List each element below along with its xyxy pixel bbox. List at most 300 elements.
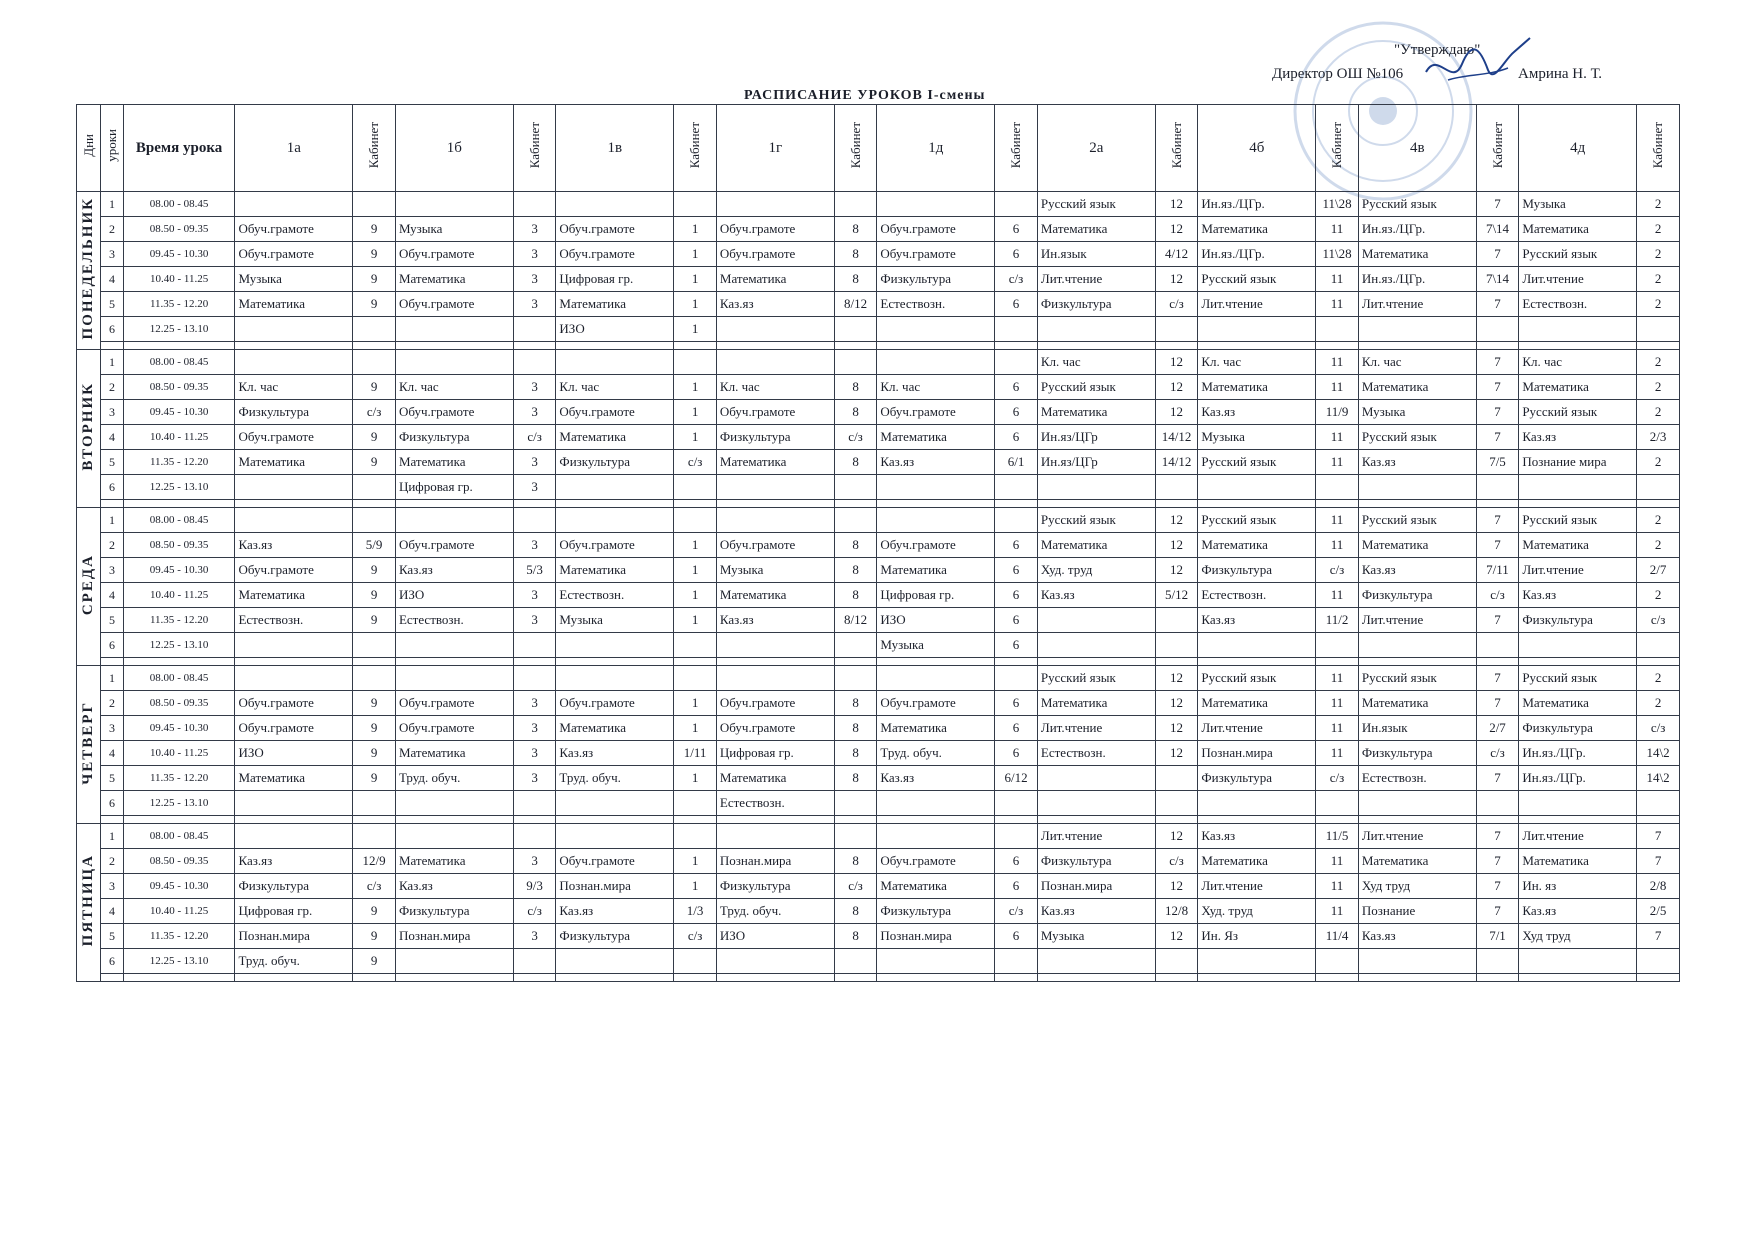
subject-cell: Кл. час bbox=[235, 375, 353, 400]
room-cell: 1 bbox=[674, 766, 717, 791]
room-cell: 12 bbox=[1155, 824, 1198, 849]
room-cell: 8 bbox=[834, 849, 877, 874]
subject-cell bbox=[716, 666, 834, 691]
subject-cell bbox=[395, 633, 513, 658]
subject-cell: Обуч.грамоте bbox=[235, 558, 353, 583]
lesson-time: 12.25 - 13.10 bbox=[123, 475, 235, 500]
room-cell: 11 bbox=[1316, 849, 1359, 874]
subject-cell: Ин.яз./ЦГр. bbox=[1358, 217, 1476, 242]
separator-cell bbox=[716, 500, 834, 508]
room-cell: 12 bbox=[1155, 217, 1198, 242]
room-cell bbox=[1476, 317, 1519, 342]
separator-cell bbox=[395, 500, 513, 508]
lesson-row bbox=[77, 849, 1680, 874]
separator-cell bbox=[1155, 974, 1198, 982]
room-cell: 7 bbox=[1476, 849, 1519, 874]
subject-cell: Физкультура bbox=[395, 899, 513, 924]
room-cell bbox=[513, 949, 556, 974]
room-cell: 9 bbox=[353, 217, 396, 242]
separator-cell bbox=[513, 974, 556, 982]
subject-cell: Математика bbox=[1519, 375, 1637, 400]
room-cell: с/з bbox=[1155, 849, 1198, 874]
lesson-row bbox=[77, 583, 1680, 608]
subject-cell bbox=[1198, 317, 1316, 342]
lesson-row bbox=[77, 292, 1680, 317]
subject-cell bbox=[716, 508, 834, 533]
subject-cell: Обуч.грамоте bbox=[395, 292, 513, 317]
subject-cell: Физкультура bbox=[1198, 558, 1316, 583]
subject-cell: Лит.чтение bbox=[1037, 267, 1155, 292]
lesson-number: 1 bbox=[101, 192, 123, 217]
room-cell bbox=[1637, 949, 1680, 974]
room-cell: 8 bbox=[834, 741, 877, 766]
subject-cell: Лит.чтение bbox=[1198, 716, 1316, 741]
subject-cell: Русский язык bbox=[1519, 400, 1637, 425]
header-class-1d: 1д bbox=[877, 105, 995, 192]
separator-cell bbox=[123, 342, 235, 350]
subject-cell: Каз.яз bbox=[395, 874, 513, 899]
lesson-number: 5 bbox=[101, 924, 123, 949]
subject-cell: Ин.яз./ЦГр. bbox=[1198, 242, 1316, 267]
room-cell: 2 bbox=[1637, 583, 1680, 608]
separator-cell bbox=[834, 974, 877, 982]
subject-cell: Ин.яз./ЦГр. bbox=[1519, 741, 1637, 766]
room-cell: 7 bbox=[1637, 924, 1680, 949]
subject-cell: Цифровая гр. bbox=[395, 475, 513, 500]
subject-cell: Обуч.грамоте bbox=[235, 242, 353, 267]
room-cell: 1 bbox=[674, 849, 717, 874]
room-cell: 9 bbox=[353, 375, 396, 400]
room-cell: 3 bbox=[513, 217, 556, 242]
header-lessons bbox=[101, 105, 123, 192]
header-room bbox=[513, 105, 556, 192]
room-cell bbox=[1316, 633, 1359, 658]
lesson-row bbox=[77, 508, 1680, 533]
separator-cell bbox=[1358, 816, 1476, 824]
room-cell: 7 bbox=[1476, 824, 1519, 849]
subject-cell: Труд. обуч. bbox=[235, 949, 353, 974]
room-cell: 2 bbox=[1637, 400, 1680, 425]
room-cell: 7 bbox=[1476, 242, 1519, 267]
subject-cell bbox=[1519, 949, 1637, 974]
separator-cell bbox=[1198, 816, 1316, 824]
subject-cell: Математика bbox=[716, 450, 834, 475]
room-cell: 9 bbox=[353, 450, 396, 475]
lesson-number: 5 bbox=[101, 766, 123, 791]
subject-cell: Цифровая гр. bbox=[716, 741, 834, 766]
subject-cell: Естествозн. bbox=[1037, 741, 1155, 766]
subject-cell: Обуч.грамоте bbox=[877, 691, 995, 716]
lesson-number: 6 bbox=[101, 317, 123, 342]
lesson-row bbox=[77, 475, 1680, 500]
room-cell: 9 bbox=[353, 949, 396, 974]
room-cell: 2 bbox=[1637, 267, 1680, 292]
subject-cell: Русский язык bbox=[1037, 192, 1155, 217]
lesson-time: 11.35 - 12.20 bbox=[123, 608, 235, 633]
room-cell: 2/7 bbox=[1637, 558, 1680, 583]
separator-cell bbox=[716, 974, 834, 982]
room-cell: 3 bbox=[513, 924, 556, 949]
room-cell: с/з bbox=[834, 425, 877, 450]
header-class-1v: 1в bbox=[556, 105, 674, 192]
separator-cell bbox=[1476, 658, 1519, 666]
room-cell: 8 bbox=[834, 716, 877, 741]
room-cell: 6 bbox=[995, 242, 1038, 267]
subject-cell: Математика bbox=[556, 716, 674, 741]
room-cell: 9 bbox=[353, 608, 396, 633]
subject-cell: Физкультура bbox=[716, 874, 834, 899]
subject-cell: Музыка bbox=[235, 267, 353, 292]
room-cell: 1 bbox=[674, 608, 717, 633]
subject-cell: Русский язык bbox=[1519, 666, 1637, 691]
room-cell bbox=[834, 633, 877, 658]
room-cell: с/з bbox=[513, 425, 556, 450]
subject-cell: Каз.яз bbox=[1037, 583, 1155, 608]
room-cell bbox=[353, 633, 396, 658]
subject-cell bbox=[235, 824, 353, 849]
separator-cell bbox=[123, 816, 235, 824]
subject-cell: Физкультура bbox=[1198, 766, 1316, 791]
subject-cell: Русский язык bbox=[1519, 242, 1637, 267]
subject-cell: Каз.яз bbox=[1198, 824, 1316, 849]
lesson-time: 08.50 - 09.35 bbox=[123, 533, 235, 558]
lesson-number: 4 bbox=[101, 425, 123, 450]
room-cell: 11 bbox=[1316, 292, 1359, 317]
subject-cell: Математика bbox=[235, 766, 353, 791]
subject-cell: Каз.яз bbox=[235, 533, 353, 558]
schedule-body bbox=[77, 192, 1680, 982]
room-cell: 9 bbox=[353, 425, 396, 450]
separator-cell bbox=[235, 500, 353, 508]
separator-cell bbox=[556, 658, 674, 666]
room-cell: 9 bbox=[353, 741, 396, 766]
lesson-number: 6 bbox=[101, 949, 123, 974]
subject-cell: Математика bbox=[235, 292, 353, 317]
room-cell: 11 bbox=[1316, 666, 1359, 691]
subject-cell: Математика bbox=[1519, 691, 1637, 716]
room-cell: 2 bbox=[1637, 508, 1680, 533]
subject-cell: Лит.чтение bbox=[1519, 558, 1637, 583]
subject-cell: Русский язык bbox=[1358, 666, 1476, 691]
room-cell: 11 bbox=[1316, 375, 1359, 400]
room-cell: 1 bbox=[674, 533, 717, 558]
lesson-row bbox=[77, 899, 1680, 924]
subject-cell bbox=[1198, 791, 1316, 816]
subject-cell: Музыка bbox=[1358, 400, 1476, 425]
lesson-time: 09.45 - 10.30 bbox=[123, 400, 235, 425]
lesson-number: 3 bbox=[101, 874, 123, 899]
separator-cell bbox=[353, 974, 396, 982]
lesson-number: 6 bbox=[101, 475, 123, 500]
subject-cell bbox=[556, 508, 674, 533]
separator-cell bbox=[513, 816, 556, 824]
room-cell: 14/12 bbox=[1155, 450, 1198, 475]
subject-cell bbox=[235, 666, 353, 691]
room-cell bbox=[834, 791, 877, 816]
subject-cell bbox=[395, 666, 513, 691]
subject-cell: Кл. час bbox=[1037, 350, 1155, 375]
header-room-label: Кабинет bbox=[1650, 122, 1666, 169]
subject-cell: Математика bbox=[1037, 217, 1155, 242]
room-cell: 6 bbox=[995, 292, 1038, 317]
subject-cell bbox=[877, 192, 995, 217]
room-cell bbox=[513, 508, 556, 533]
separator-cell bbox=[877, 816, 995, 824]
room-cell: 1 bbox=[674, 583, 717, 608]
room-cell bbox=[995, 949, 1038, 974]
room-cell: 6 bbox=[995, 400, 1038, 425]
subject-cell bbox=[556, 633, 674, 658]
subject-cell bbox=[395, 317, 513, 342]
separator-cell bbox=[101, 974, 123, 982]
room-cell bbox=[674, 633, 717, 658]
subject-cell: Кл. час bbox=[1519, 350, 1637, 375]
room-cell: 3 bbox=[513, 608, 556, 633]
room-cell bbox=[834, 317, 877, 342]
room-cell: 2/3 bbox=[1637, 425, 1680, 450]
subject-cell: Труд. обуч. bbox=[877, 741, 995, 766]
lesson-row bbox=[77, 217, 1680, 242]
lesson-number: 6 bbox=[101, 633, 123, 658]
room-cell: 6 bbox=[995, 716, 1038, 741]
room-cell bbox=[674, 949, 717, 974]
subject-cell bbox=[877, 949, 995, 974]
lesson-time: 10.40 - 11.25 bbox=[123, 583, 235, 608]
room-cell: 6/12 bbox=[995, 766, 1038, 791]
room-cell: 8/12 bbox=[834, 608, 877, 633]
day-name bbox=[77, 666, 101, 824]
subject-cell: Лит.чтение bbox=[1037, 716, 1155, 741]
room-cell: 7 bbox=[1476, 508, 1519, 533]
subject-cell: Обуч.грамоте bbox=[235, 217, 353, 242]
room-cell: 9 bbox=[353, 292, 396, 317]
lesson-number: 1 bbox=[101, 350, 123, 375]
subject-cell: Познан.мира bbox=[716, 849, 834, 874]
separator-cell bbox=[995, 816, 1038, 824]
lesson-number: 5 bbox=[101, 450, 123, 475]
room-cell: 8 bbox=[834, 583, 877, 608]
day-separator-row bbox=[77, 342, 1680, 350]
subject-cell: Русский язык bbox=[1519, 508, 1637, 533]
room-cell: 9/3 bbox=[513, 874, 556, 899]
subject-cell: Математика bbox=[1037, 691, 1155, 716]
lesson-number: 3 bbox=[101, 242, 123, 267]
room-cell: 7 bbox=[1476, 766, 1519, 791]
subject-cell: Обуч.грамоте bbox=[716, 533, 834, 558]
subject-cell bbox=[716, 192, 834, 217]
room-cell bbox=[834, 508, 877, 533]
subject-cell: Каз.яз bbox=[556, 741, 674, 766]
separator-cell bbox=[1637, 816, 1680, 824]
room-cell: 7 bbox=[1476, 608, 1519, 633]
room-cell: 11 bbox=[1316, 741, 1359, 766]
header-time: Время урока bbox=[123, 105, 235, 192]
separator-cell bbox=[674, 974, 717, 982]
room-cell bbox=[1637, 475, 1680, 500]
subject-cell: Математика bbox=[1358, 242, 1476, 267]
separator-cell bbox=[1637, 658, 1680, 666]
room-cell: 8 bbox=[834, 924, 877, 949]
separator-cell bbox=[1316, 342, 1359, 350]
subject-cell: ИЗО bbox=[395, 583, 513, 608]
room-cell: 7 bbox=[1476, 425, 1519, 450]
room-cell bbox=[1476, 475, 1519, 500]
lesson-time: 12.25 - 13.10 bbox=[123, 791, 235, 816]
subject-cell: Русский язык bbox=[1198, 508, 1316, 533]
header-room bbox=[1155, 105, 1198, 192]
header-days-label: Дни bbox=[80, 134, 96, 157]
subject-cell: Математика bbox=[395, 741, 513, 766]
lesson-number: 3 bbox=[101, 400, 123, 425]
room-cell: 6 bbox=[995, 583, 1038, 608]
room-cell: 9 bbox=[353, 583, 396, 608]
room-cell: 8 bbox=[834, 766, 877, 791]
subject-cell: Каз.яз bbox=[1198, 400, 1316, 425]
subject-cell: Физкультура bbox=[556, 924, 674, 949]
subject-cell bbox=[877, 350, 995, 375]
room-cell: 9 bbox=[353, 242, 396, 267]
subject-cell: Математика bbox=[1037, 400, 1155, 425]
room-cell: 7 bbox=[1476, 192, 1519, 217]
approval-label: "Утверждаю" bbox=[1394, 42, 1481, 58]
lesson-row bbox=[77, 558, 1680, 583]
separator-cell bbox=[1198, 500, 1316, 508]
room-cell: 2 bbox=[1637, 217, 1680, 242]
separator-cell bbox=[395, 816, 513, 824]
day-separator-row bbox=[77, 816, 1680, 824]
room-cell: с/з bbox=[1476, 583, 1519, 608]
lesson-time: 09.45 - 10.30 bbox=[123, 242, 235, 267]
room-cell: с/з bbox=[995, 267, 1038, 292]
room-cell: 7\14 bbox=[1476, 267, 1519, 292]
subject-cell: Математика bbox=[395, 849, 513, 874]
room-cell bbox=[674, 666, 717, 691]
subject-cell: Математика bbox=[395, 450, 513, 475]
separator-cell bbox=[1358, 658, 1476, 666]
room-cell bbox=[513, 350, 556, 375]
subject-cell bbox=[556, 791, 674, 816]
subject-cell bbox=[1519, 475, 1637, 500]
subject-cell: Музыка bbox=[1198, 425, 1316, 450]
room-cell: 6 bbox=[995, 874, 1038, 899]
header-class-1b: 1б bbox=[395, 105, 513, 192]
room-cell: 14/12 bbox=[1155, 425, 1198, 450]
subject-cell: ИЗО bbox=[716, 924, 834, 949]
room-cell: с/з bbox=[1316, 558, 1359, 583]
separator-cell bbox=[395, 342, 513, 350]
subject-cell: Музыка bbox=[1037, 924, 1155, 949]
room-cell: 6 bbox=[995, 924, 1038, 949]
subject-cell: Обуч.грамоте bbox=[716, 691, 834, 716]
subject-cell: Русский язык bbox=[1198, 666, 1316, 691]
subject-cell bbox=[1519, 317, 1637, 342]
room-cell bbox=[995, 666, 1038, 691]
room-cell bbox=[1476, 633, 1519, 658]
separator-cell bbox=[513, 500, 556, 508]
separator-cell bbox=[1476, 342, 1519, 350]
subject-cell: Каз.яз bbox=[877, 450, 995, 475]
subject-cell: Музыка bbox=[395, 217, 513, 242]
room-cell: 11 bbox=[1316, 217, 1359, 242]
room-cell: 12 bbox=[1155, 508, 1198, 533]
subject-cell: Физкультура bbox=[1037, 292, 1155, 317]
subject-cell: Русский язык bbox=[1358, 508, 1476, 533]
subject-cell: Математика bbox=[1358, 533, 1476, 558]
subject-cell: Естествозн. bbox=[1358, 766, 1476, 791]
separator-cell bbox=[834, 500, 877, 508]
room-cell bbox=[834, 350, 877, 375]
subject-cell: Обуч.грамоте bbox=[395, 242, 513, 267]
room-cell: 7 bbox=[1637, 824, 1680, 849]
lesson-row bbox=[77, 633, 1680, 658]
subject-cell bbox=[556, 666, 674, 691]
lesson-time: 12.25 - 13.10 bbox=[123, 633, 235, 658]
room-cell: 1 bbox=[674, 691, 717, 716]
separator-cell bbox=[101, 658, 123, 666]
separator-cell bbox=[1037, 500, 1155, 508]
subject-cell: Математика bbox=[1198, 533, 1316, 558]
subject-cell: Обуч.грамоте bbox=[395, 400, 513, 425]
room-cell: 5/12 bbox=[1155, 583, 1198, 608]
subject-cell: Русский язык bbox=[1037, 375, 1155, 400]
lesson-row bbox=[77, 375, 1680, 400]
room-cell: 12/9 bbox=[353, 849, 396, 874]
room-cell: 11 bbox=[1316, 450, 1359, 475]
room-cell: с/з bbox=[1637, 716, 1680, 741]
separator-cell bbox=[1358, 974, 1476, 982]
subject-cell: Естествозн. bbox=[877, 292, 995, 317]
subject-cell: Естествозн. bbox=[716, 791, 834, 816]
header-room-label: Кабинет bbox=[1168, 122, 1184, 169]
separator-cell bbox=[1637, 342, 1680, 350]
subject-cell bbox=[235, 508, 353, 533]
subject-cell: Лит.чтение bbox=[1198, 874, 1316, 899]
room-cell: 11/5 bbox=[1316, 824, 1359, 849]
room-cell: 8 bbox=[834, 400, 877, 425]
room-cell bbox=[1155, 791, 1198, 816]
separator-cell bbox=[995, 342, 1038, 350]
room-cell: 3 bbox=[513, 716, 556, 741]
subject-cell: Каз.яз bbox=[1519, 899, 1637, 924]
room-cell bbox=[353, 824, 396, 849]
room-cell bbox=[834, 824, 877, 849]
room-cell: 8 bbox=[834, 242, 877, 267]
header-row bbox=[77, 105, 1680, 192]
separator-cell bbox=[1476, 974, 1519, 982]
subject-cell: Физкультура bbox=[1358, 741, 1476, 766]
lesson-row bbox=[77, 924, 1680, 949]
lesson-row bbox=[77, 192, 1680, 217]
header-days bbox=[77, 105, 101, 192]
room-cell: 2 bbox=[1637, 533, 1680, 558]
subject-cell: Каз.яз bbox=[1358, 558, 1476, 583]
room-cell bbox=[995, 475, 1038, 500]
separator-cell bbox=[716, 658, 834, 666]
subject-cell bbox=[877, 824, 995, 849]
room-cell bbox=[353, 666, 396, 691]
day-name-label: ПЯТНИЦА bbox=[80, 854, 97, 947]
room-cell: 9 bbox=[353, 716, 396, 741]
separator-cell bbox=[1519, 500, 1637, 508]
separator-cell bbox=[235, 974, 353, 982]
subject-cell: Физкультура bbox=[877, 899, 995, 924]
subject-cell bbox=[235, 317, 353, 342]
subject-cell: Познан.мира bbox=[1198, 741, 1316, 766]
separator-cell bbox=[834, 342, 877, 350]
subject-cell bbox=[716, 317, 834, 342]
room-cell: 11 bbox=[1316, 425, 1359, 450]
room-cell bbox=[353, 508, 396, 533]
